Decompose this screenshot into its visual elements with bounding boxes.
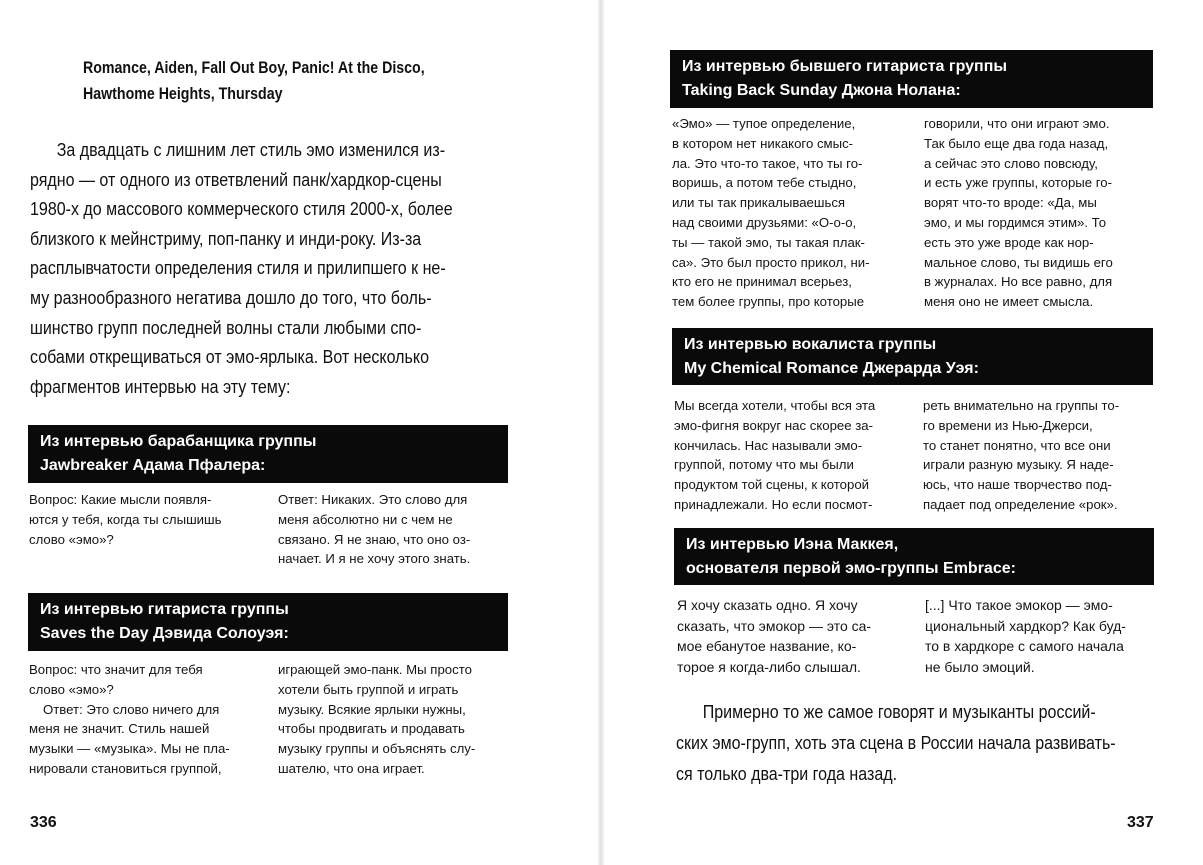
text-line: играли разную музыку. Я наде- — [923, 457, 1114, 473]
text-line: принадлежали. Но если посмот- — [674, 496, 873, 512]
text-line: кто его не принимал всерьез, — [672, 274, 852, 290]
text-line: над своими друзьями: «О-о-о, — [672, 214, 857, 230]
interview-right-column — [278, 660, 475, 779]
text-line: есть это уже вроде как нор- — [924, 234, 1094, 250]
paragraph-line: За двадцать с лишним лет стиль эмо изменился из- — [56, 140, 446, 160]
paragraph-line: ских эмо-групп, хоть эта сцена в России начала развивать- — [676, 733, 1116, 753]
interview-right-column — [925, 595, 1126, 677]
text-line: музыки — «музыка». Мы не пла- — [29, 741, 230, 757]
text-line: са». Это был просто прикол, ни- — [672, 254, 870, 270]
closing-paragraph — [676, 697, 1116, 790]
interview-header-taking-back-sunday — [670, 50, 1153, 108]
text-line: в котором нет никакого смыс- — [672, 135, 854, 151]
text-line: падает под определение «рок». — [923, 496, 1118, 512]
header-line: Saves the Day Дэвида Солоуэя: — [40, 625, 289, 642]
text-line: ла. Это что-то такое, что ты го- — [672, 155, 863, 171]
paragraph-line: ся только два-три года назад. — [676, 764, 898, 784]
text-line: торое я когда-либо слышал. — [677, 658, 861, 675]
text-line: тем более группы, про которые — [672, 294, 865, 310]
text-line: слово «эмо»? — [29, 681, 114, 697]
text-line: воришь, а потом тебе стыдно, — [672, 175, 857, 191]
text-line: юсь, что наше творчество под- — [923, 477, 1112, 493]
text-line: то в хардкоре с самого начала — [925, 638, 1124, 654]
interview-left-column — [677, 595, 871, 677]
interview-left-column — [674, 396, 875, 515]
text-line: или ты так прикалываешься — [672, 195, 846, 211]
text-line: [...] Что такое эмокор — эмо- — [925, 597, 1113, 613]
text-line: меня оно не имеет смысла. — [924, 294, 1094, 310]
text-line: связано. Я не знаю, что оно оз- — [278, 531, 471, 547]
text-line: музыку группы и объяснять слу- — [278, 741, 476, 757]
interview-header-jawbreaker — [28, 425, 508, 483]
paragraph-line: 1980-х до массового коммерческого стиля 2000-х, более — [30, 199, 453, 220]
text-line: кончилась. Нас называли эмо- — [674, 437, 863, 453]
left-page — [0, 0, 600, 865]
text-line: Ответ: Это слово ничего для — [43, 701, 220, 717]
text-line: говорили, что они играют эмо. — [924, 116, 1110, 131]
page-number-right: 337 — [1127, 814, 1154, 831]
interview-header-embrace — [674, 528, 1154, 585]
interview-right-column — [924, 114, 1113, 312]
text-line: Ответ: Никаких. Это слово для — [278, 492, 468, 507]
text-line: и есть уже группы, которые го- — [924, 175, 1113, 191]
text-line: продуктом той сцены, к которой — [674, 477, 870, 493]
paragraph-line: шинство групп последней волны стали любыми спо- — [30, 317, 422, 338]
interview-header-my-chemical-romance — [672, 328, 1153, 385]
text-line: нировали становиться группой, — [29, 760, 222, 776]
header-line: Из интервью бывшего гитариста группы — [682, 58, 1008, 75]
header-line: Из интервью Иэна Маккея, — [686, 536, 899, 553]
text-line: ются у тебя, когда ты слышишь — [29, 511, 222, 527]
text-line: эмо, и мы гордимся этим». То — [924, 214, 1107, 230]
text-line: циональный хардкор? Как буд- — [925, 617, 1126, 634]
interview-left-column — [29, 660, 230, 779]
text-line: сказать, что эмокор — это са- — [677, 617, 872, 634]
text-line: играющей эмо-панк. Мы просто — [278, 662, 472, 677]
text-line: го времени из Нью-Джерси, — [923, 417, 1093, 433]
band-list-line: Hawthome Heights, Thursday — [83, 85, 283, 103]
header-line: основателя первой эмо-группы Embrace: — [686, 560, 1016, 577]
text-line: то станет понятно, что все они — [923, 437, 1111, 453]
text-line: меня абсолютно ни с чем не — [278, 511, 453, 527]
band-list-line: Romance, Aiden, Fall Out Boy, Panic! At the Disco, — [83, 59, 425, 77]
text-line: реть внимательно на группы то- — [923, 398, 1120, 413]
paragraph-line: Примерно то же самое говорят и музыканты россий- — [702, 702, 1096, 722]
text-line: а сейчас это слово повсюду, — [924, 155, 1098, 171]
interview-answer-column — [278, 490, 470, 569]
text-line: мое ебанутое название, ко- — [677, 638, 857, 654]
intro-paragraph — [30, 136, 453, 402]
interview-right-column — [923, 396, 1119, 515]
text-line: группой, потому что мы были — [674, 457, 854, 473]
text-line: ты — такой эмо, ты такая плак- — [672, 234, 865, 250]
header-line: Из интервью вокалиста группы — [684, 336, 937, 353]
text-line: эмо-фигня вокруг нас скорее за- — [674, 417, 874, 433]
text-line: Вопрос: что значит для тебя — [29, 662, 203, 677]
text-line: мальное слово, ты видишь его — [924, 254, 1113, 270]
paragraph-line: му разнообразного негатива дошло до того, что боль- — [30, 287, 432, 308]
text-line: меня не значит. Стиль нашей — [29, 721, 210, 737]
paragraph-line: фрагментов интервью на эту тему: — [30, 376, 291, 397]
text-line: шателю, что она играет. — [278, 760, 425, 776]
interview-header-saves-the-day — [28, 593, 508, 651]
header-line: Из интервью барабанщика группы — [40, 433, 317, 450]
header-line: Из интервью гитариста группы — [40, 601, 289, 618]
text-line: ворят что-то вроде: «Да, мы — [924, 195, 1097, 211]
page-number-left: 336 — [30, 814, 57, 831]
interview-left-column — [672, 114, 870, 312]
text-line: чтобы продвигать и продавать — [278, 721, 465, 737]
text-line: Я хочу сказать одно. Я хочу — [677, 597, 858, 613]
text-line: Мы всегда хотели, чтобы вся эта — [674, 398, 876, 413]
text-line: «Эмо» — тупое определение, — [672, 116, 856, 131]
text-line: в журналах. Но все равно, для — [924, 274, 1113, 290]
header-line: Taking Back Sunday Джона Нолана: — [682, 82, 961, 99]
header-line: Jawbreaker Адама Пфалера: — [40, 457, 266, 474]
paragraph-line: близкого к мейнстриму, поп-панку и инди-року. Из-за — [30, 228, 422, 249]
text-line: хотели быть группой и играть — [278, 681, 459, 697]
text-line: Так было еще два года назад, — [924, 135, 1109, 151]
text-line: не было эмоций. — [925, 658, 1035, 675]
interview-question-column — [29, 490, 221, 549]
paragraph-line: рядно — от одного из ответвлений панк/хардкор-сцены — [30, 169, 442, 190]
text-line: музыку. Всякие ярлыки нужны, — [278, 701, 466, 717]
header-line: My Chemical Romance Джерарда Уэя: — [684, 360, 979, 377]
text-line: Вопрос: Какие мысли появля- — [29, 492, 212, 507]
paragraph-line: расплывчатости определения стиля и прилипшего к не- — [30, 258, 446, 279]
paragraph-line: собами открещиваться от эмо-ярлыка. Вот несколько — [30, 347, 429, 368]
band-list — [83, 55, 461, 107]
text-line: начает. И я не хочу этого знать. — [278, 551, 471, 567]
text-line: слово «эмо»? — [29, 531, 114, 547]
